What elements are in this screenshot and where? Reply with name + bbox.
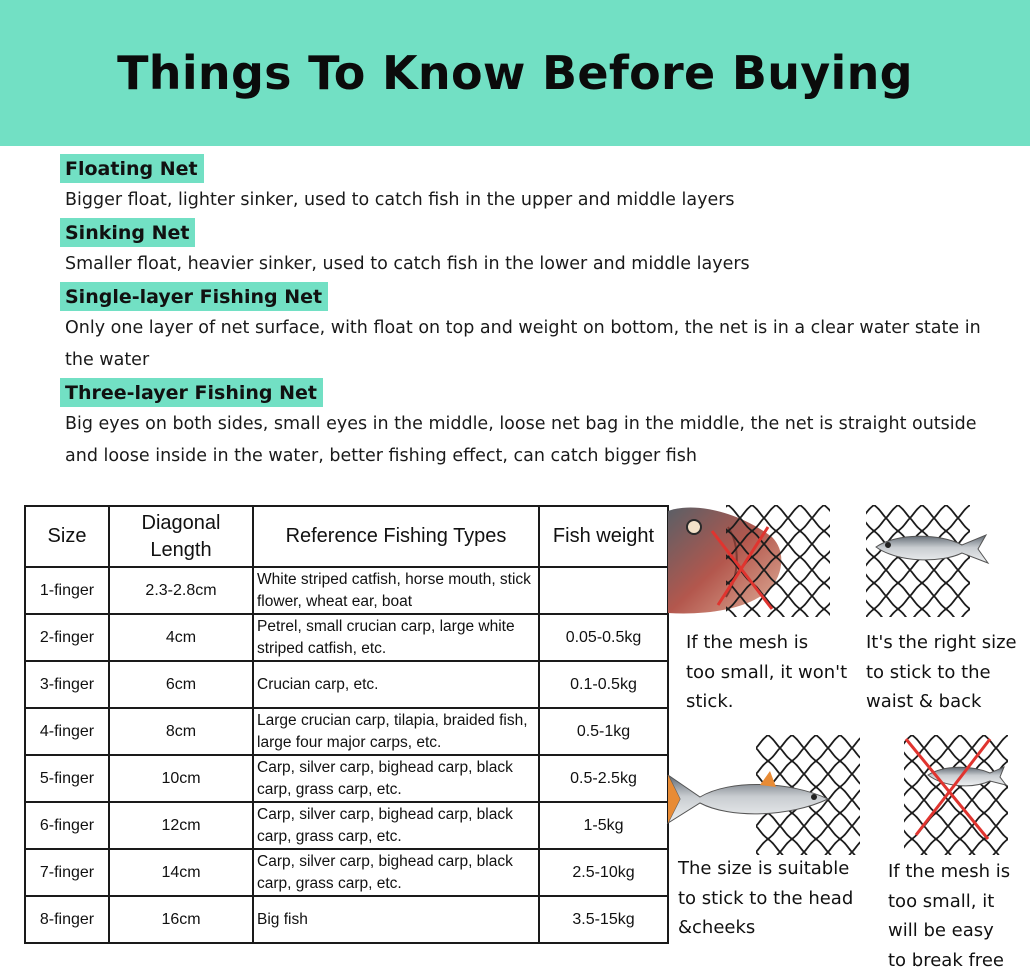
weight-cell: 1-5kg bbox=[539, 802, 668, 849]
size-cell: 1-finger bbox=[25, 567, 109, 614]
length-cell: 14cm bbox=[109, 849, 253, 896]
net-mesh-image bbox=[904, 735, 1008, 855]
header-fish-weight: Fish weight bbox=[539, 506, 668, 567]
table-header-row bbox=[25, 506, 668, 567]
caption-mesh-too-small-wont-stick: If the mesh is too small, it won't stick. bbox=[686, 632, 848, 712]
text-single-layer-net: Only one layer of net surface, with float on top and weight on bottom, the net is in a clear water state in the water bbox=[65, 318, 981, 370]
net-mesh-image bbox=[866, 505, 970, 617]
size-cell: 2-finger bbox=[25, 614, 109, 661]
length-cell: 12cm bbox=[109, 802, 253, 849]
types-cell: Carp, silver carp, bighead carp, black carp, grass carp, etc. bbox=[253, 755, 539, 802]
size-cell: 6-finger bbox=[25, 802, 109, 849]
size-cell: 5-finger bbox=[25, 755, 109, 802]
length-cell: 4cm bbox=[109, 614, 253, 661]
caption-suitable-head-cheeks: The size is suitable to stick to the head &cheeks bbox=[678, 858, 854, 938]
header-diagonal-length-text: Diagonal Length bbox=[141, 511, 221, 561]
table-row bbox=[25, 708, 668, 755]
length-cell: 6cm bbox=[109, 661, 253, 708]
fish-eye-icon bbox=[687, 520, 701, 534]
title-banner bbox=[0, 0, 1030, 146]
types-cell: Large crucian carp, tilapia, braided fish, large four major carps, etc. bbox=[253, 708, 539, 755]
weight-cell: 2.5-10kg bbox=[539, 849, 668, 896]
types-cell: Carp, silver carp, bighead carp, black carp, grass carp, etc. bbox=[253, 849, 539, 896]
table-row bbox=[25, 614, 668, 661]
header-fishing-types: Reference Fishing Types bbox=[253, 506, 539, 567]
heading-sinking-net: Sinking Net bbox=[60, 218, 195, 247]
weight-cell: 0.05-0.5kg bbox=[539, 614, 668, 661]
page-title: Things To Know Before Buying bbox=[117, 46, 913, 100]
size-table bbox=[24, 505, 669, 944]
heading-three-layer-net: Three-layer Fishing Net bbox=[60, 378, 323, 407]
heading-floating-net: Floating Net bbox=[60, 154, 204, 183]
fish-net-too-small-illustration bbox=[668, 505, 830, 617]
table-row bbox=[25, 849, 668, 896]
table-row bbox=[25, 755, 668, 802]
weight-cell: 0.5-1kg bbox=[539, 708, 668, 755]
length-cell: 16cm bbox=[109, 896, 253, 943]
net-mesh-image bbox=[726, 505, 830, 617]
header-diagonal-length bbox=[109, 506, 253, 567]
length-cell: 8cm bbox=[109, 708, 253, 755]
table-row bbox=[25, 567, 668, 614]
types-cell: Big fish bbox=[253, 896, 539, 943]
heading-single-layer-net: Single-layer Fishing Net bbox=[60, 282, 328, 311]
weight-cell: 3.5-15kg bbox=[539, 896, 668, 943]
types-cell: Petrel, small crucian carp, large white striped catfish, etc. bbox=[253, 614, 539, 661]
table-row bbox=[25, 802, 668, 849]
table-row bbox=[25, 661, 668, 708]
text-sinking-net: Smaller float, heavier sinker, used to catch fish in the lower and middle layers bbox=[65, 254, 750, 274]
types-cell: Crucian carp, etc. bbox=[253, 661, 539, 708]
length-cell: 2.3-2.8cm bbox=[109, 567, 253, 614]
table-row bbox=[25, 896, 668, 943]
caption-mesh-too-small-break-free: If the mesh is too small, it will be easy to break free bbox=[888, 861, 1011, 971]
size-cell: 4-finger bbox=[25, 708, 109, 755]
text-three-layer-net: Big eyes on both sides, small eyes in the middle, loose net bag in the middle, the net is straight outside and loose inside in the water, better fishing effect, can catch bigger fish bbox=[65, 414, 977, 466]
length-cell: 10cm bbox=[109, 755, 253, 802]
fish-net-suitable-illustration bbox=[660, 735, 860, 855]
text-floating-net: Bigger float, lighter sinker, used to catch fish in the upper and middle layers bbox=[65, 190, 735, 210]
header-size: Size bbox=[25, 506, 109, 567]
caption-right-size: It's the right size to stick to the waist & back bbox=[866, 632, 1017, 712]
weight-cell: 0.1-0.5kg bbox=[539, 661, 668, 708]
size-cell: 3-finger bbox=[25, 661, 109, 708]
types-cell: Carp, silver carp, bighead carp, black carp, grass carp, etc. bbox=[253, 802, 539, 849]
weight-cell: 0.5-2.5kg bbox=[539, 755, 668, 802]
types-cell: White striped catfish, horse mouth, stick flower, wheat ear, boat bbox=[253, 567, 539, 614]
weight-cell bbox=[539, 567, 668, 614]
size-cell: 7-finger bbox=[25, 849, 109, 896]
fish-net-right-size-illustration bbox=[862, 505, 992, 617]
fish-net-break-free-illustration bbox=[900, 735, 1012, 855]
size-cell: 8-finger bbox=[25, 896, 109, 943]
